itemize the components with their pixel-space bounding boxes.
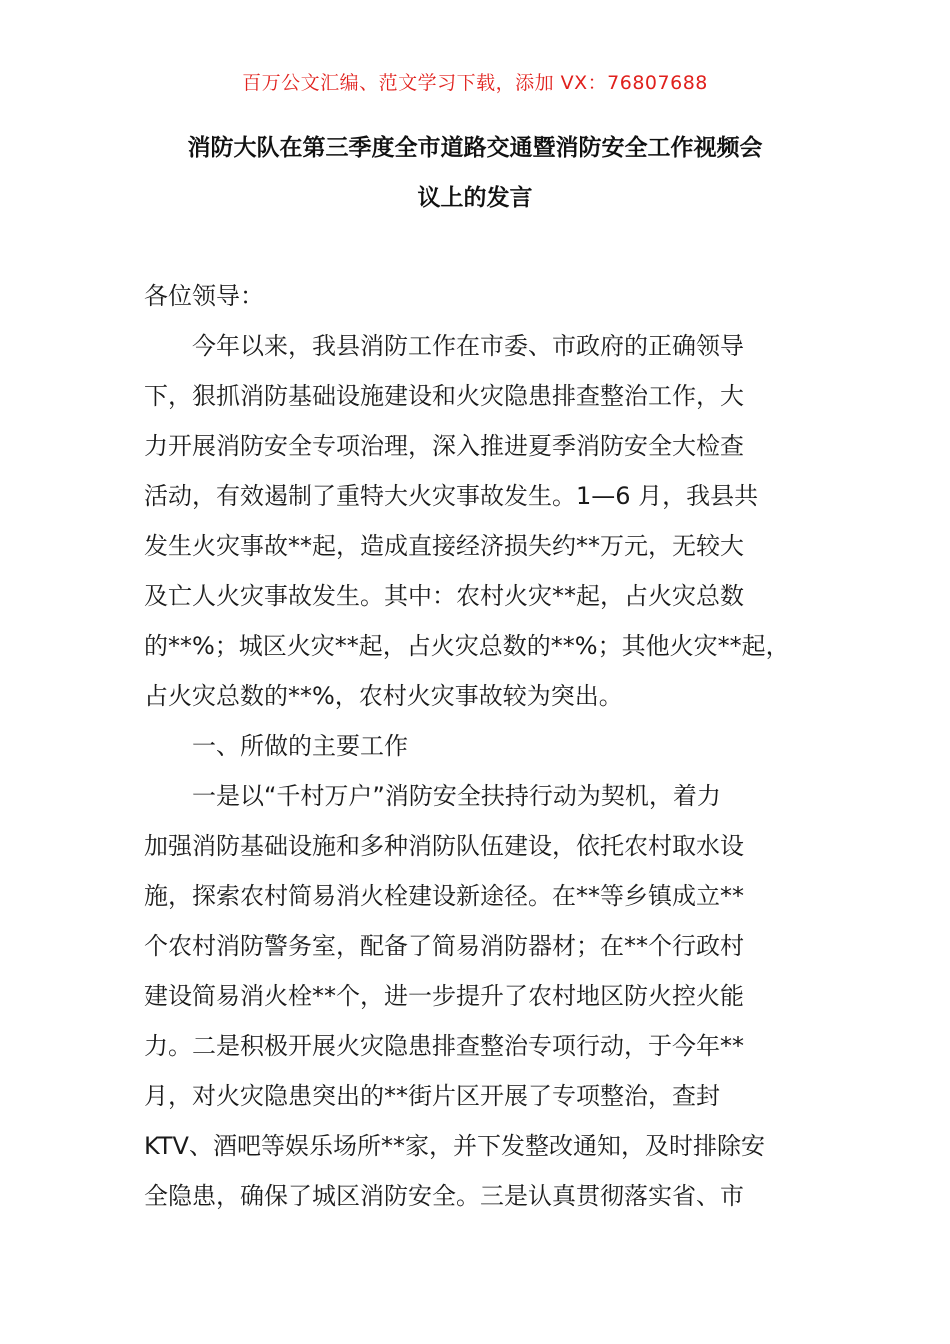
body-line: 活动，有效遏制了重特大火灾事故发生。1—6 月，我县共 [144,482,759,510]
body-line: 的**%；城区火灾**起，占火灾总数的**%；其他火灾**起， [144,632,790,660]
section-heading: 一、所做的主要工作 [144,732,408,760]
body-line: 力开展消防安全专项治理，深入推进夏季消防安全大检查 [144,432,744,460]
document-title-line-1: 消防大队在第三季度全市道路交通暨消防安全工作视频会 [187,135,763,161]
body-line: 建设简易消火栓**个，进一步提升了农村地区防火控火能 [144,982,744,1010]
document-title-line-2: 议上的发言 [417,185,533,211]
body-line: 下，狠抓消防基础设施建设和火灾隐患排查整治工作，大 [144,382,744,410]
body-line: 月，对火灾隐患突出的**街片区开展了专项整治，查封 [144,1082,720,1110]
body-line: 一是以“千村万户”消防安全扶持行动为契机，着力 [144,782,721,810]
body-line: 今年以来，我县消防工作在市委、市政府的正确领导 [144,332,744,360]
body-line: 占火灾总数的**%，农村火灾事故较为突出。 [144,682,623,710]
body-line: 个农村消防警务室，配备了简易消防器材；在**个行政村 [144,932,744,960]
body-line: KTV、酒吧等娱乐场所**家，并下发整改通知，及时排除安 [144,1132,765,1160]
body-line: 发生火灾事故**起，造成直接经济损失约**万元，无较大 [144,532,744,560]
header-note: 百万公文汇编、范文学习下载，添加 VX：76807688 [242,72,708,94]
body-line: 施，探索农村简易消火栓建设新途径。在**等乡镇成立** [144,882,744,910]
salutation: 各位领导： [144,282,264,310]
body-line: 及亡人火灾事故发生。其中：农村火灾**起，占火灾总数 [144,582,744,610]
body-line: 力。二是积极开展火灾隐患排查整治专项行动，于今年** [144,1032,744,1060]
body-line: 加强消防基础设施和多种消防队伍建设，依托农村取水设 [144,832,744,860]
body-line: 全隐患，确保了城区消防安全。三是认真贯彻落实省、市 [144,1182,744,1210]
